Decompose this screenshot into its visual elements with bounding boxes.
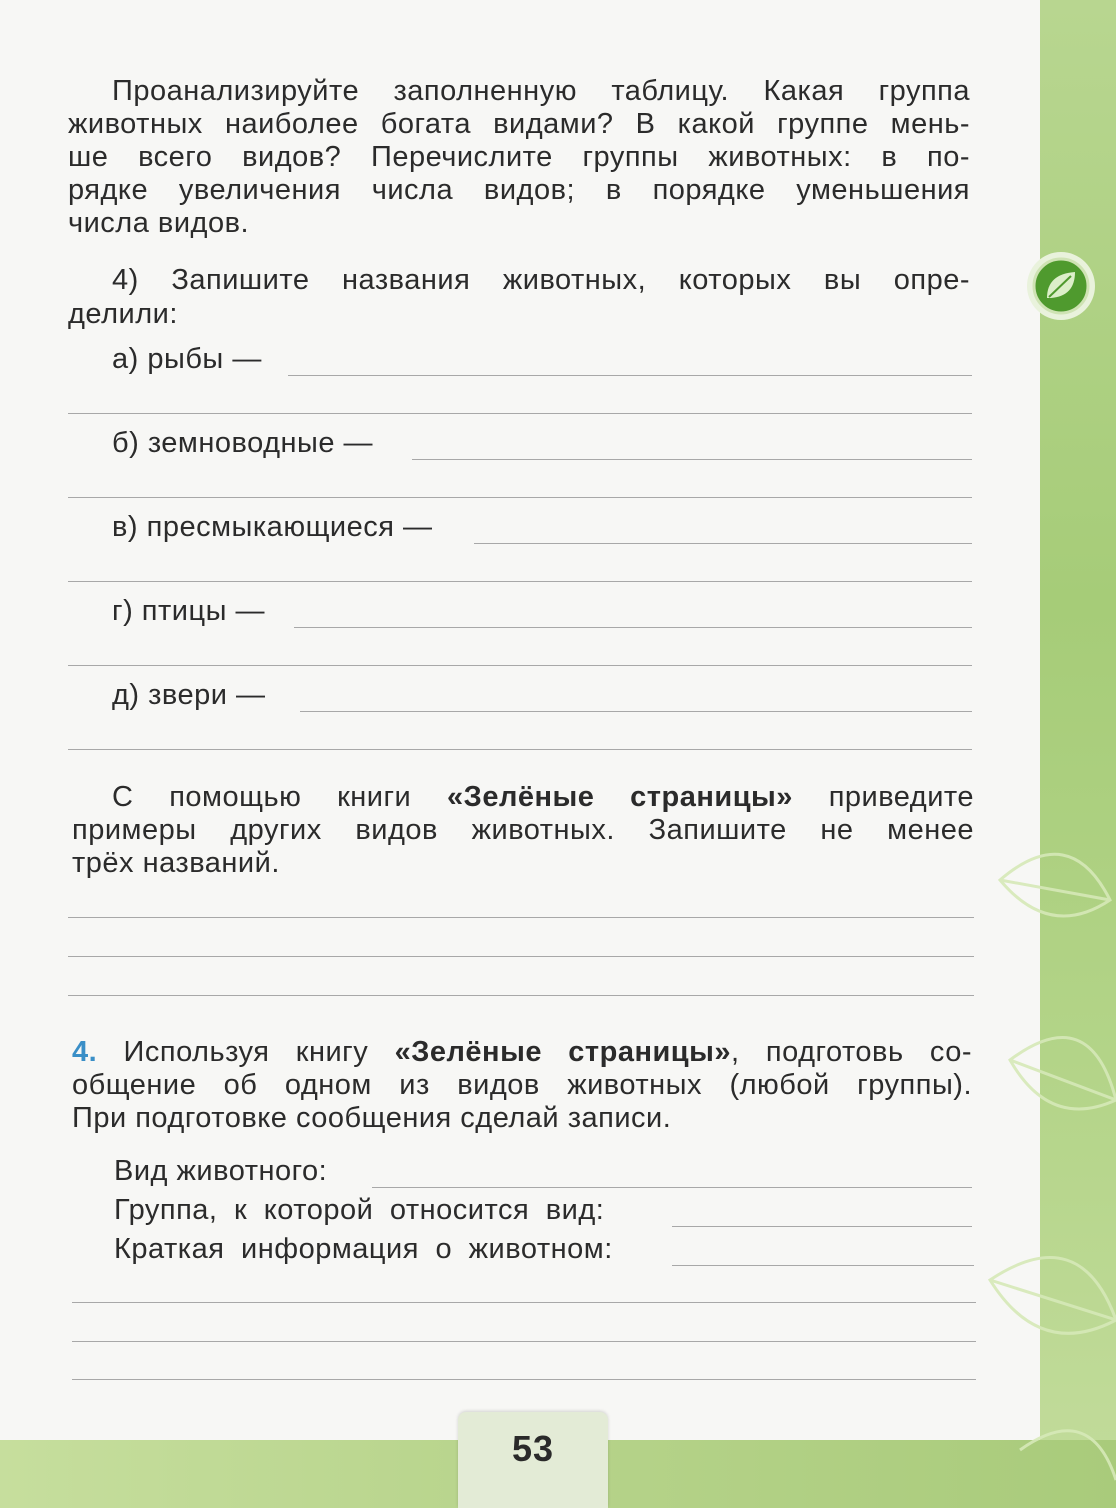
- group-mammals-label: д) звери —: [112, 679, 266, 711]
- answer-line-fish[interactable]: [288, 375, 972, 376]
- group-birds-label: г) птицы —: [112, 595, 265, 627]
- page-number: 53: [511, 1428, 555, 1469]
- answer-line-info-4[interactable]: [72, 1379, 976, 1380]
- answer-line-reptiles[interactable]: [474, 543, 972, 544]
- answer-line-species[interactable]: [372, 1187, 972, 1188]
- leaf-icon: [1025, 250, 1097, 322]
- answer-line-info-2[interactable]: [72, 1302, 976, 1303]
- group-fish-label: а) рыбы —: [112, 343, 262, 375]
- intro-line-2: животных наиболее богата видами? В какой группе мень-: [68, 108, 970, 140]
- intro-line-1: Проанализируйте заполненную таблицу. Какая группа: [112, 75, 970, 107]
- green-pages-line-1: С помощью книги «Зелёные страницы» приведите: [112, 781, 974, 813]
- answer-line-example-2[interactable]: [68, 956, 974, 957]
- group-amphibians-label: б) земноводные —: [112, 427, 374, 459]
- answer-line-fish-2[interactable]: [68, 413, 972, 414]
- intro-line-5: числа видов.: [68, 207, 250, 239]
- answer-line-birds-2[interactable]: [68, 665, 972, 666]
- answer-line-mammals[interactable]: [300, 711, 972, 712]
- green-pages-line-2: примеры других видов животных. Запишите не менее: [72, 814, 974, 846]
- answer-line-info[interactable]: [672, 1265, 974, 1266]
- part4-line-2: делили:: [68, 298, 178, 330]
- group-reptiles-label: в) пресмыкающиеся —: [112, 511, 433, 543]
- task-number: 4.: [72, 1036, 98, 1068]
- green-pages-line-3: трёх названий.: [72, 847, 280, 879]
- intro-line-4: рядке увеличения числа видов; в порядке уменьшения: [68, 174, 970, 206]
- answer-line-info-3[interactable]: [72, 1341, 976, 1342]
- task4-line-2: общение об одном из видов животных (любой группы).: [72, 1069, 972, 1101]
- answer-line-mammals-2[interactable]: [68, 749, 972, 750]
- leaf-pattern-decoration: [980, 760, 1116, 1508]
- answer-line-example-3[interactable]: [68, 995, 974, 996]
- task4-line-3: При подготовке сообщения сделай записи.: [72, 1102, 672, 1134]
- answer-line-amphibians-2[interactable]: [68, 497, 972, 498]
- intro-line-3: ше всего видов? Перечислите группы животных: в по-: [68, 141, 970, 173]
- part4-line-1: 4) Запишите названия животных, которых вы опре-: [112, 264, 970, 296]
- field-species-label: Вид животного:: [114, 1155, 328, 1187]
- answer-line-birds[interactable]: [294, 627, 972, 628]
- answer-line-group[interactable]: [672, 1226, 972, 1227]
- answer-line-amphibians[interactable]: [412, 459, 972, 460]
- task4-line-1: 4. Используя книгу «Зелёные страницы», подготовь со-: [72, 1036, 972, 1068]
- field-group-label: Группа, к которой относится вид:: [114, 1194, 605, 1226]
- answer-line-reptiles-2[interactable]: [68, 581, 972, 582]
- answer-line-example-1[interactable]: [68, 917, 974, 918]
- field-info-label: Краткая информация о животном:: [114, 1233, 613, 1265]
